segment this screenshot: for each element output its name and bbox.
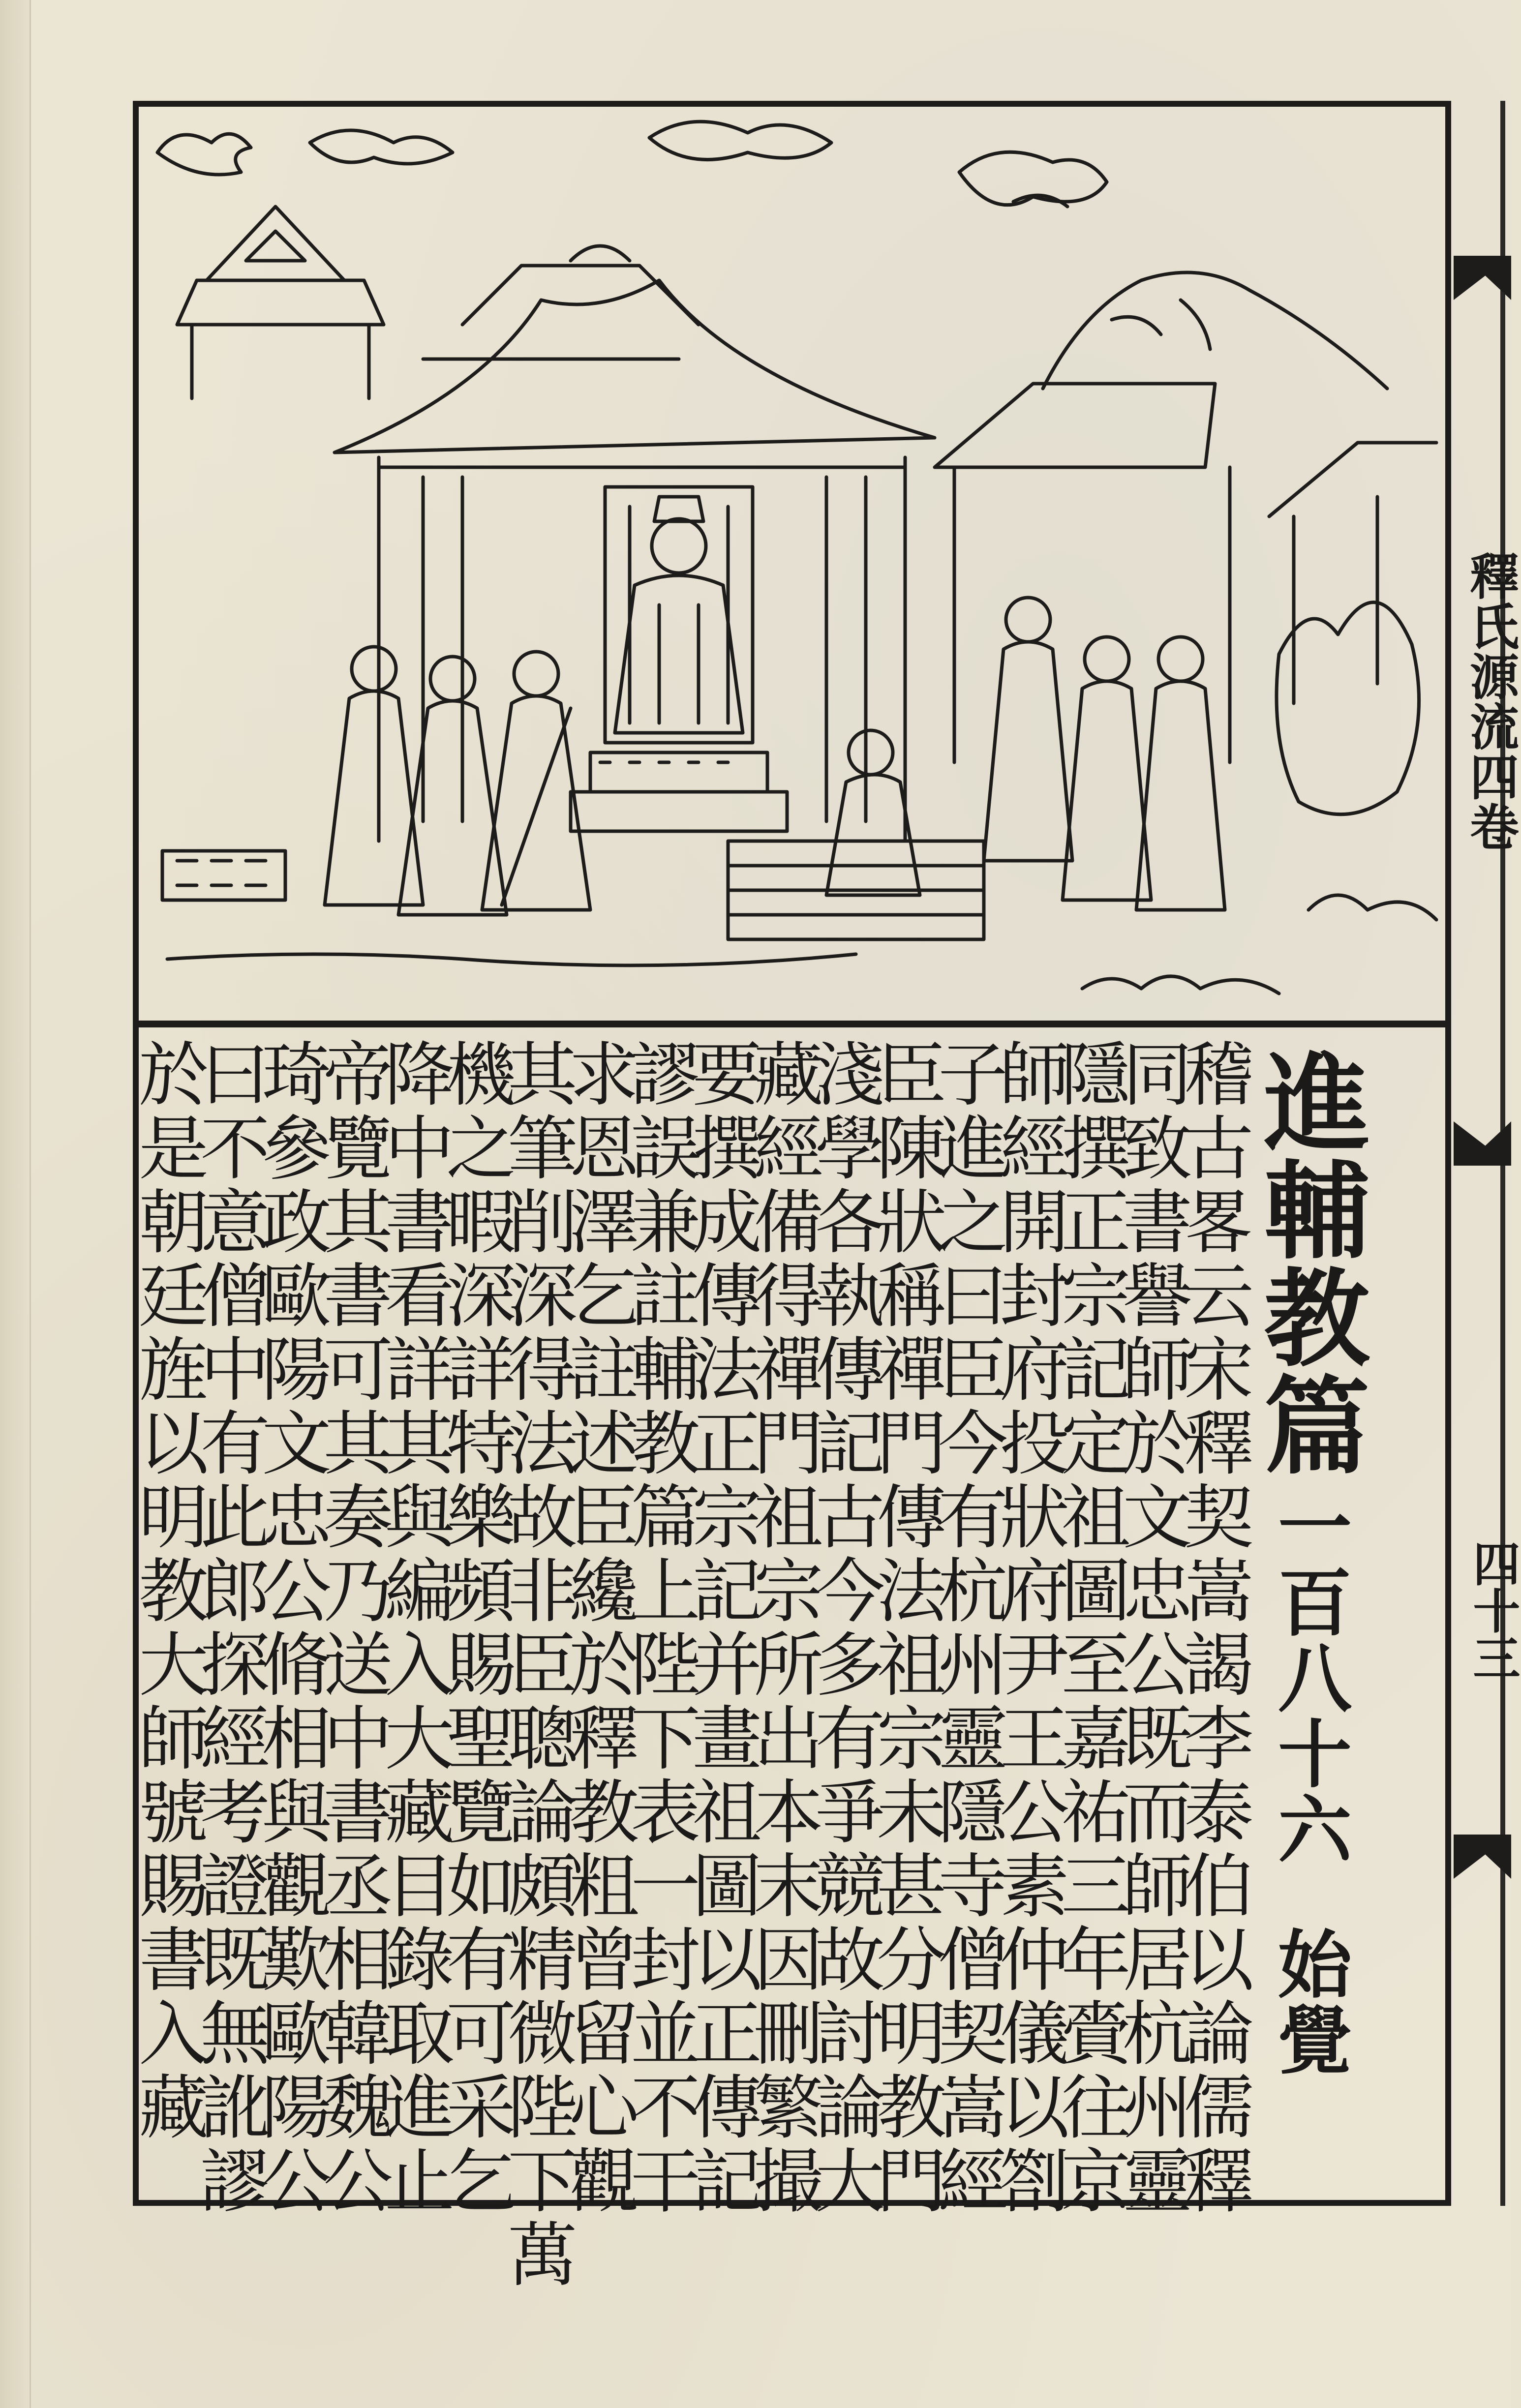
text-column: 於是朝廷旌以明教大師號賜書入藏 [127, 1038, 208, 2144]
text-column: 藏經備得禪門祖宗所出本末因刪繁撮 [742, 1038, 823, 2218]
adjacent-page-edge [0, 0, 31, 2408]
text-column: 要撰成傳法正宗記并畫祖圖以正傳記 [680, 1038, 761, 2218]
text-column: 同致書譽師於文忠公既而師居杭州靈 [1111, 1038, 1192, 2218]
text-column: 其筆削深得法故非臣聰論頗精微陛下萬 [496, 1038, 577, 2292]
text-column: 曰不意僧中有此郎探經考證既無訛謬 [188, 1038, 270, 2218]
woodblock-illustration [148, 113, 1446, 1016]
text-column: 臣陳狀稱禪門傳法祖宗未甚分明教門 [865, 1038, 946, 2218]
text-column: 琦參政歐陽文忠公脩相與觀歎歐陽公 [250, 1038, 331, 2218]
text-column: 帝覽其書可其奏乃送中書丞相韓魏公 [311, 1038, 393, 2218]
text-block [127, 1038, 1377, 2292]
palace-audience-scene [148, 113, 1446, 1016]
margin-page-number: 四十三 [1465, 1539, 1521, 1681]
text-column: 淺學各執傳記古今多有爭競故討論大 [803, 1038, 884, 2218]
text-column: 隱撰正宗記定祖圖至嘉祐三年賫往京 [1049, 1038, 1130, 2218]
chapter-author: 始覺 [1265, 1926, 1352, 2077]
text-column: 求恩澤乞註述臣纔於釋教粗曾留心觀 [557, 1038, 639, 2218]
text-column: 機之暇深詳特樂頻賜聖覽如有可采乞 [434, 1038, 516, 2218]
chapter-title-main: 進輔教篇 [1247, 1048, 1371, 1478]
text-column: 稽古畧云宋釋契嵩謁李泰伯以論儒釋 [1172, 1038, 1253, 2218]
chapter-number: 一百八十六 [1265, 1488, 1352, 1867]
text-column: 謬誤兼註輔教篇上陛下表一封並不干 [619, 1038, 700, 2218]
text-column: 師經開封府投狀府尹王公素仲儀以劄 [988, 1038, 1069, 2218]
text-column: 降中書看詳其與編入大藏目錄取進止 [373, 1038, 454, 2218]
section-divider [133, 1021, 1451, 1027]
margin-book-title: 釋氏源流四卷 [1461, 551, 1520, 852]
chapter-title [1247, 1048, 1371, 2194]
text-column: 子進之曰臣今有杭州靈隱寺僧契嵩經 [926, 1038, 1007, 2218]
